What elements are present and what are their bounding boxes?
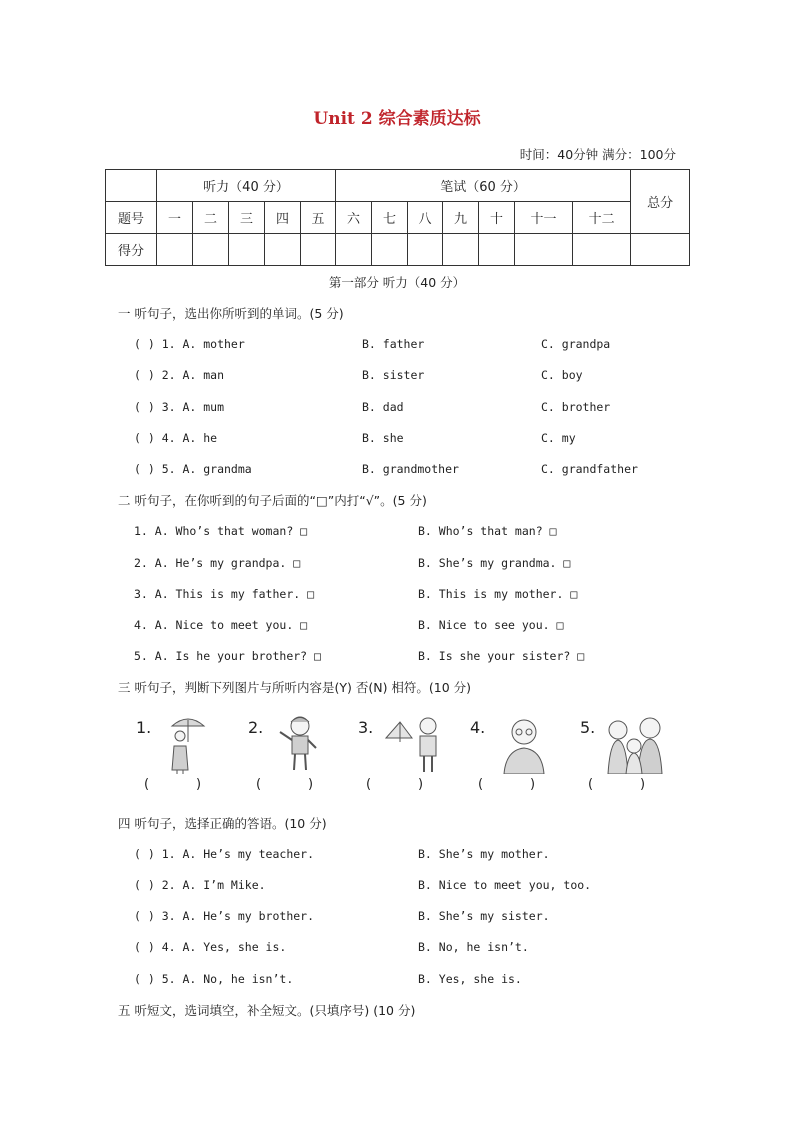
s4-option-b[interactable]: B. Yes, she is. [418,972,522,986]
s1-option-c[interactable]: C. brother [541,400,611,414]
score-cell[interactable] [515,234,573,266]
question-number: 七 [372,202,408,234]
boy-waving-icon [272,712,332,774]
question-number: 十二 [573,202,631,234]
s2-option-a[interactable]: 4. A. Nice to meet you. □ [134,618,308,632]
row-label: 题号 [106,202,157,234]
s1-option-c[interactable]: C. my [541,431,576,445]
s4-option-a[interactable]: ( ) 1. A. He’s my teacher. [134,847,315,861]
picture-number: 3. [358,718,374,737]
section-2-heading: 二 听句子，在你听到的句子后面的“□”内打“√”。(5 分) [118,493,427,508]
question-number-row [106,202,690,234]
question-number: 二 [193,202,229,234]
listening-header: 听力（40 分） [157,170,336,202]
time-info: 时间：40分钟 满分：100分 [519,147,676,162]
question-number: 四 [265,202,301,234]
section-4-heading: 四 听句子，选择正确的答语。(10 分) [118,816,327,831]
score-cell[interactable] [443,234,479,266]
page-title: Unit 2 综合素质达标 [313,109,481,129]
question-number: 十一 [515,202,573,234]
s1-option-b[interactable]: B. sister [362,368,425,382]
score-row [106,234,690,266]
section-3-heading: 三 听句子，判断下列图片与所听内容是(Y) 否(N) 相符。(10 分) [118,680,472,695]
s2-option-a[interactable]: 5. A. Is he your brother? □ [134,649,321,663]
girl-with-umbrella-icon [160,712,220,774]
s2-option-b[interactable]: B. This is my mother. □ [418,587,578,601]
s2-option-b[interactable]: B. Is she your sister? □ [418,649,585,663]
picture-number: 1. [136,718,152,737]
total-header: 总分 [631,170,690,234]
score-cell[interactable] [336,234,372,266]
picture-1: 1. ( ) [136,712,246,802]
s1-option-c[interactable]: C. grandpa [541,337,611,351]
score-cell[interactable] [193,234,229,266]
picture-number: 5. [580,718,596,737]
part-title: 第一部分 听力（40 分） [328,275,466,290]
s4-option-a[interactable]: ( ) 5. A. No, he isn’t. [134,972,294,986]
picture-number: 2. [248,718,264,737]
section-5-heading: 五 听短文，选词填空，补全短文。(只填序号) (10 分) [118,1003,416,1018]
s2-option-b[interactable]: B. She’s my grandma. □ [418,556,571,570]
question-number: 九 [443,202,479,234]
question-number: 三 [229,202,265,234]
question-number: 十 [479,202,515,234]
s4-option-a[interactable]: ( ) 2. A. I’m Mike. [134,878,266,892]
grandpa-icon [494,712,554,774]
s1-option-a[interactable]: ( ) 4. A. he [134,431,218,445]
s2-option-b[interactable]: B. Who’s that man? □ [418,524,557,538]
score-table [105,169,690,266]
man-with-boat-icon [382,712,442,774]
score-cell[interactable] [229,234,265,266]
question-number: 一 [157,202,193,234]
s1-option-c[interactable]: C. boy [541,368,583,382]
question-number: 五 [301,202,336,234]
s2-option-a[interactable]: 1. A. Who’s that woman? □ [134,524,308,538]
s4-option-b[interactable]: B. She’s my sister. [418,909,550,923]
score-cell[interactable] [573,234,631,266]
s1-option-a[interactable]: ( ) 5. A. grandma [134,462,252,476]
s1-option-b[interactable]: B. grandmother [362,462,459,476]
question-number: 八 [408,202,443,234]
s2-option-a[interactable]: 3. A. This is my father. □ [134,587,315,601]
empty-corner-cell [106,170,157,202]
score-cell[interactable] [157,234,193,266]
picture-5: 5. ( ) [580,712,690,802]
s1-option-b[interactable]: B. dad [362,400,404,414]
picture-2: 2. ( ) [248,712,358,802]
s4-option-a[interactable]: ( ) 4. A. Yes, she is. [134,940,287,954]
total-score-cell[interactable] [631,234,690,266]
score-cell[interactable] [372,234,408,266]
row-label: 得分 [106,234,157,266]
s4-option-b[interactable]: B. She’s my mother. [418,847,550,861]
s4-option-b[interactable]: B. No, he isn’t. [418,940,529,954]
question-number: 六 [336,202,372,234]
score-cell[interactable] [408,234,443,266]
writing-header: 笔试（60 分） [336,170,631,202]
s2-option-b[interactable]: B. Nice to see you. □ [418,618,564,632]
score-header-row [106,170,690,202]
picture-4: 4. ( ) [470,712,580,802]
s4-option-a[interactable]: ( ) 3. A. He’s my brother. [134,909,315,923]
family-icon [604,712,666,774]
score-cell[interactable] [301,234,336,266]
s2-option-a[interactable]: 2. A. He’s my grandpa. □ [134,556,301,570]
score-cell[interactable] [479,234,515,266]
s1-option-b[interactable]: B. she [362,431,404,445]
s1-option-a[interactable]: ( ) 1. A. mother [134,337,245,351]
s1-option-b[interactable]: B. father [362,337,425,351]
picture-3: 3. ( ) [358,712,468,802]
section-1-heading: 一 听句子，选出你所听到的单词。(5 分) [118,306,344,321]
s1-option-a[interactable]: ( ) 3. A. mum [134,400,225,414]
s4-option-b[interactable]: B. Nice to meet you, too. [418,878,592,892]
s1-option-a[interactable]: ( ) 2. A. man [134,368,225,382]
picture-number: 4. [470,718,486,737]
score-cell[interactable] [265,234,301,266]
s1-option-c[interactable]: C. grandfather [541,462,638,476]
